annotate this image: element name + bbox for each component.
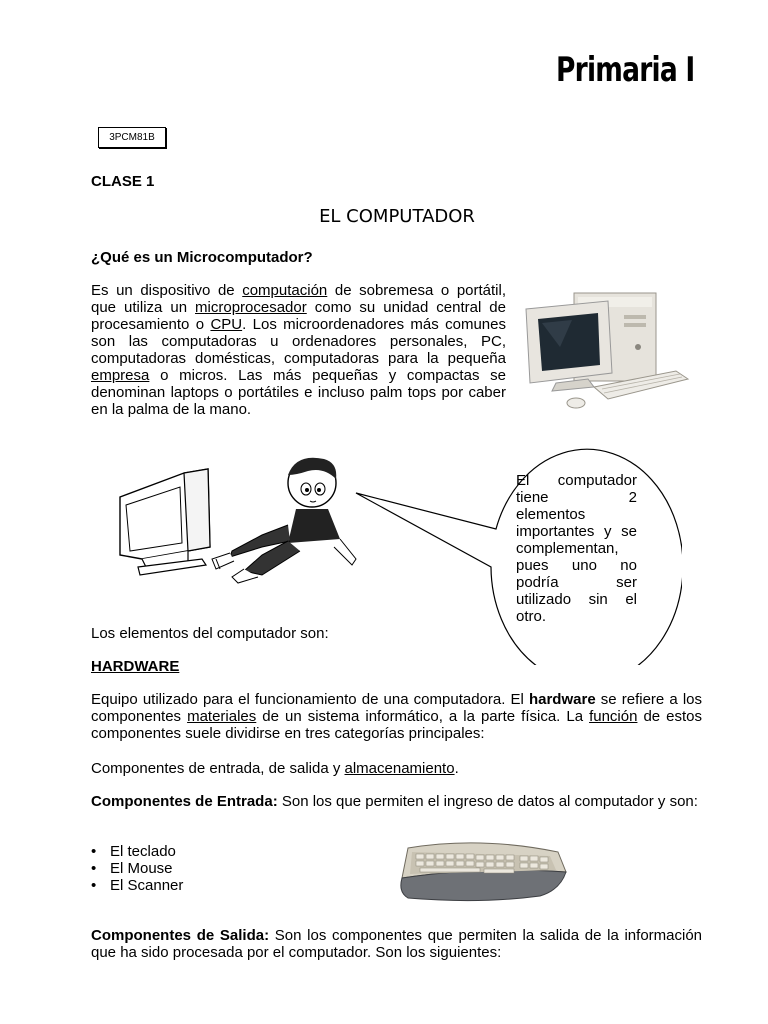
intro-paragraph: Es un dispositivo de computación de sobremesa o portátil, que utiliza un microprocesador como su unidad central de procesamiento o CPU. Los microordenadores más comunes son las computadoras u ordenadores personales, PC, computadoras domésticas, computadoras para la pequeña empresa o micros. Las más pequeñas y compactas se denominan laptops o portátiles e incluso palm tops por caber en la palma de la mano. [91, 282, 507, 418]
link-materiales[interactable]: materiales [187, 708, 257, 725]
link-empresa[interactable]: empresa [91, 367, 150, 384]
link-cpu[interactable]: CPU [210, 316, 243, 333]
input-devices-list [91, 843, 183, 894]
elements-intro: Los elementos del computador son: [91, 625, 329, 642]
link-almacenamiento[interactable]: almacenamiento [344, 760, 455, 777]
boy-with-computer-illustration [112, 455, 372, 585]
output-components-paragraph: Componentes de Salida: Son los componentes que permiten la salida de la información que ha sido procesada por el computador. Son los siguientes: [91, 927, 703, 961]
page-title: EL COMPUTADOR [319, 206, 475, 227]
class-label: CLASE 1 [91, 173, 155, 190]
list-item: • El Mouse [91, 860, 183, 877]
keyboard-image [390, 838, 570, 904]
components-line: Componentes de entrada, de salida y almacenamiento. [91, 760, 459, 777]
header-title: Primaria I [556, 50, 695, 90]
link-microprocesador[interactable]: microprocesador [195, 299, 307, 316]
desktop-computer-image [516, 287, 696, 412]
section-question: ¿Qué es un Microcomputador? [91, 249, 313, 266]
link-funcion[interactable]: función [589, 708, 638, 725]
link-computacion[interactable]: computación [242, 282, 328, 299]
speech-bubble-text: El computador tiene 2 elementos importantes y se complementan, pues uno no podría ser utilizado sin el otro. [516, 472, 637, 625]
hardware-heading: HARDWARE [91, 658, 180, 675]
document-code-box: 3PCM81B [98, 127, 166, 148]
list-item: • El Scanner [91, 877, 183, 894]
hardware-paragraph: Equipo utilizado para el funcionamiento de una computadora. El hardware se refiere a los componentes materiales de un sistema informático, a la parte física. La función de estos componentes suele dividirse en tres categorías principales: [91, 691, 703, 742]
list-item: • El teclado [91, 843, 183, 860]
input-components-paragraph: Componentes de Entrada: Son los que permiten el ingreso de datos al computador y son: [91, 793, 698, 810]
